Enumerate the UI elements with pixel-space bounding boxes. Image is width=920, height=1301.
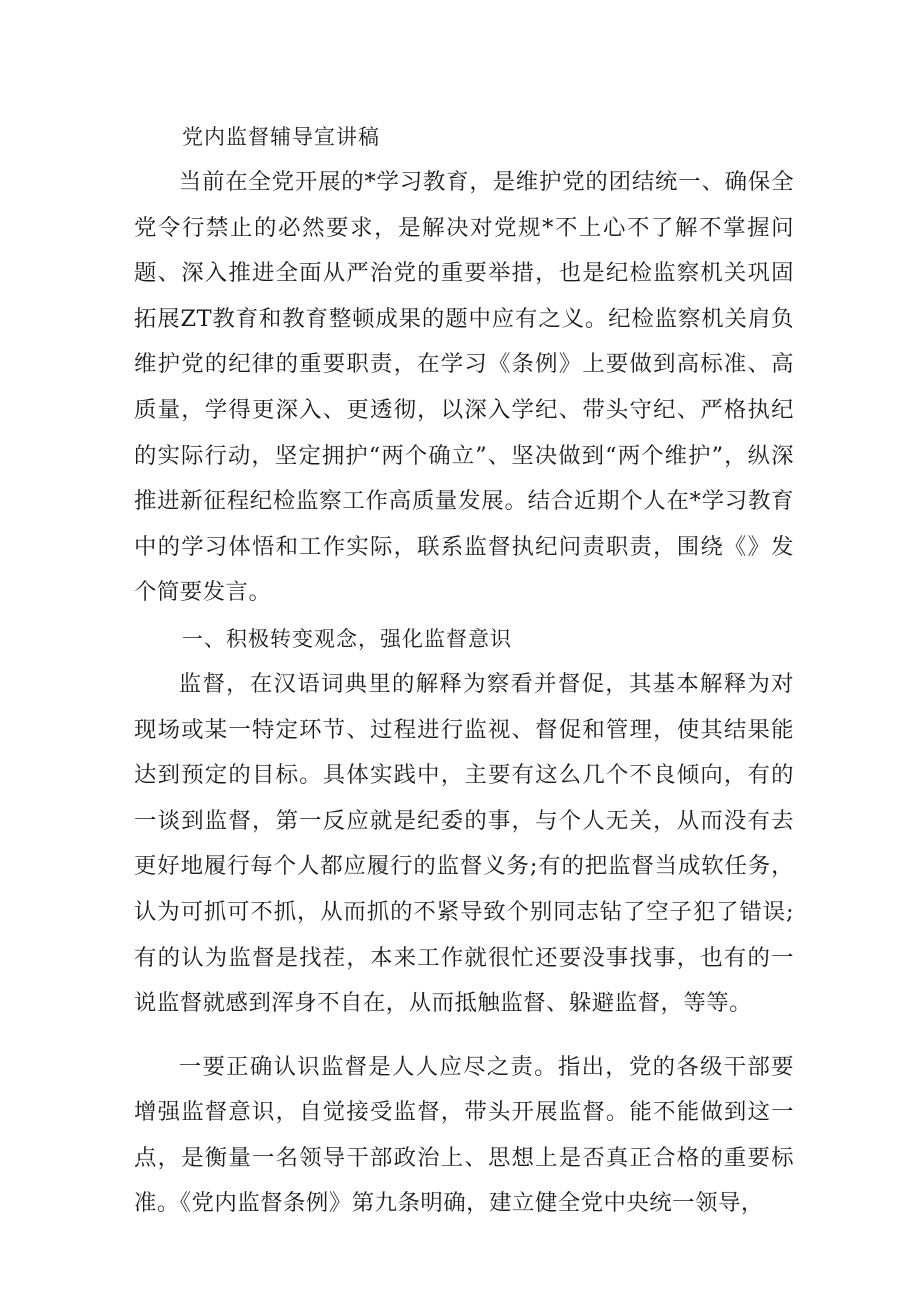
section-paragraph-1: 监督，在汉语词典里的解释为察看并督促，其基本解释为对现场或某一特定环节、过程进行监视、督促和管理，使其结果能达到预定的目标。具体实践中，主要有这么几个不良倾向，有的一谈到监督，第一反应就是纪委的事，与个人无关，从而没有去更好地履行每个人都应履行的监督义务;有的把监督当成软任务，认为可抓可不抓，从而抓的不紧导致个别同志钻了空子犯了错误;有的认为监督是找茬，本来工作就很忙还要没事找事，也有的一说监督就感到浑身不自在，从而抵触监督、躲避监督，等等。 (134, 670, 794, 1017)
section-paragraph-2: 一要正确认识监督是人人应尽之责。指出，党的各级干部要增强监督意识，自觉接受监督，带头开展监督。能不能做到这一点，是衡量一名领导干部政治上、思想上是否真正合格的重要标准。《党内监督条例》第九条明确，建立健全党中央统一领导， (134, 1053, 794, 1217)
document-title: 党内监督辅导宣讲稿 (182, 125, 380, 149)
section-heading: 一、积极转变观念，强化监督意识 (182, 626, 512, 651)
document-body (134, 114, 794, 1227)
intro-paragraph: 当前在全党开展的*学习教育，是维护党的团结统一、确保全党令行禁止的必然要求，是解决对党规*不上心不了解不掌握问题、深入推进全面从严治党的重要举措，也是纪检监察机关巩固拓展ZT教育和教育整顿成果的题中应有之义。纪检监察机关肩负维护党的纪律的重要职责，在学习《条例》上要做到高标准、高质量，学得更深入、更透彻，以深入学纪、带头守纪、严格执纪的实际行动，坚定拥护“两个确立”、坚决做到“两个维护”，纵深推进新征程纪检监察工作高质量发展。结合近期个人在*学习教育中的学习体悟和工作实际，联系监督执纪问责职责，围绕《》发个简要发言。 (134, 169, 794, 606)
